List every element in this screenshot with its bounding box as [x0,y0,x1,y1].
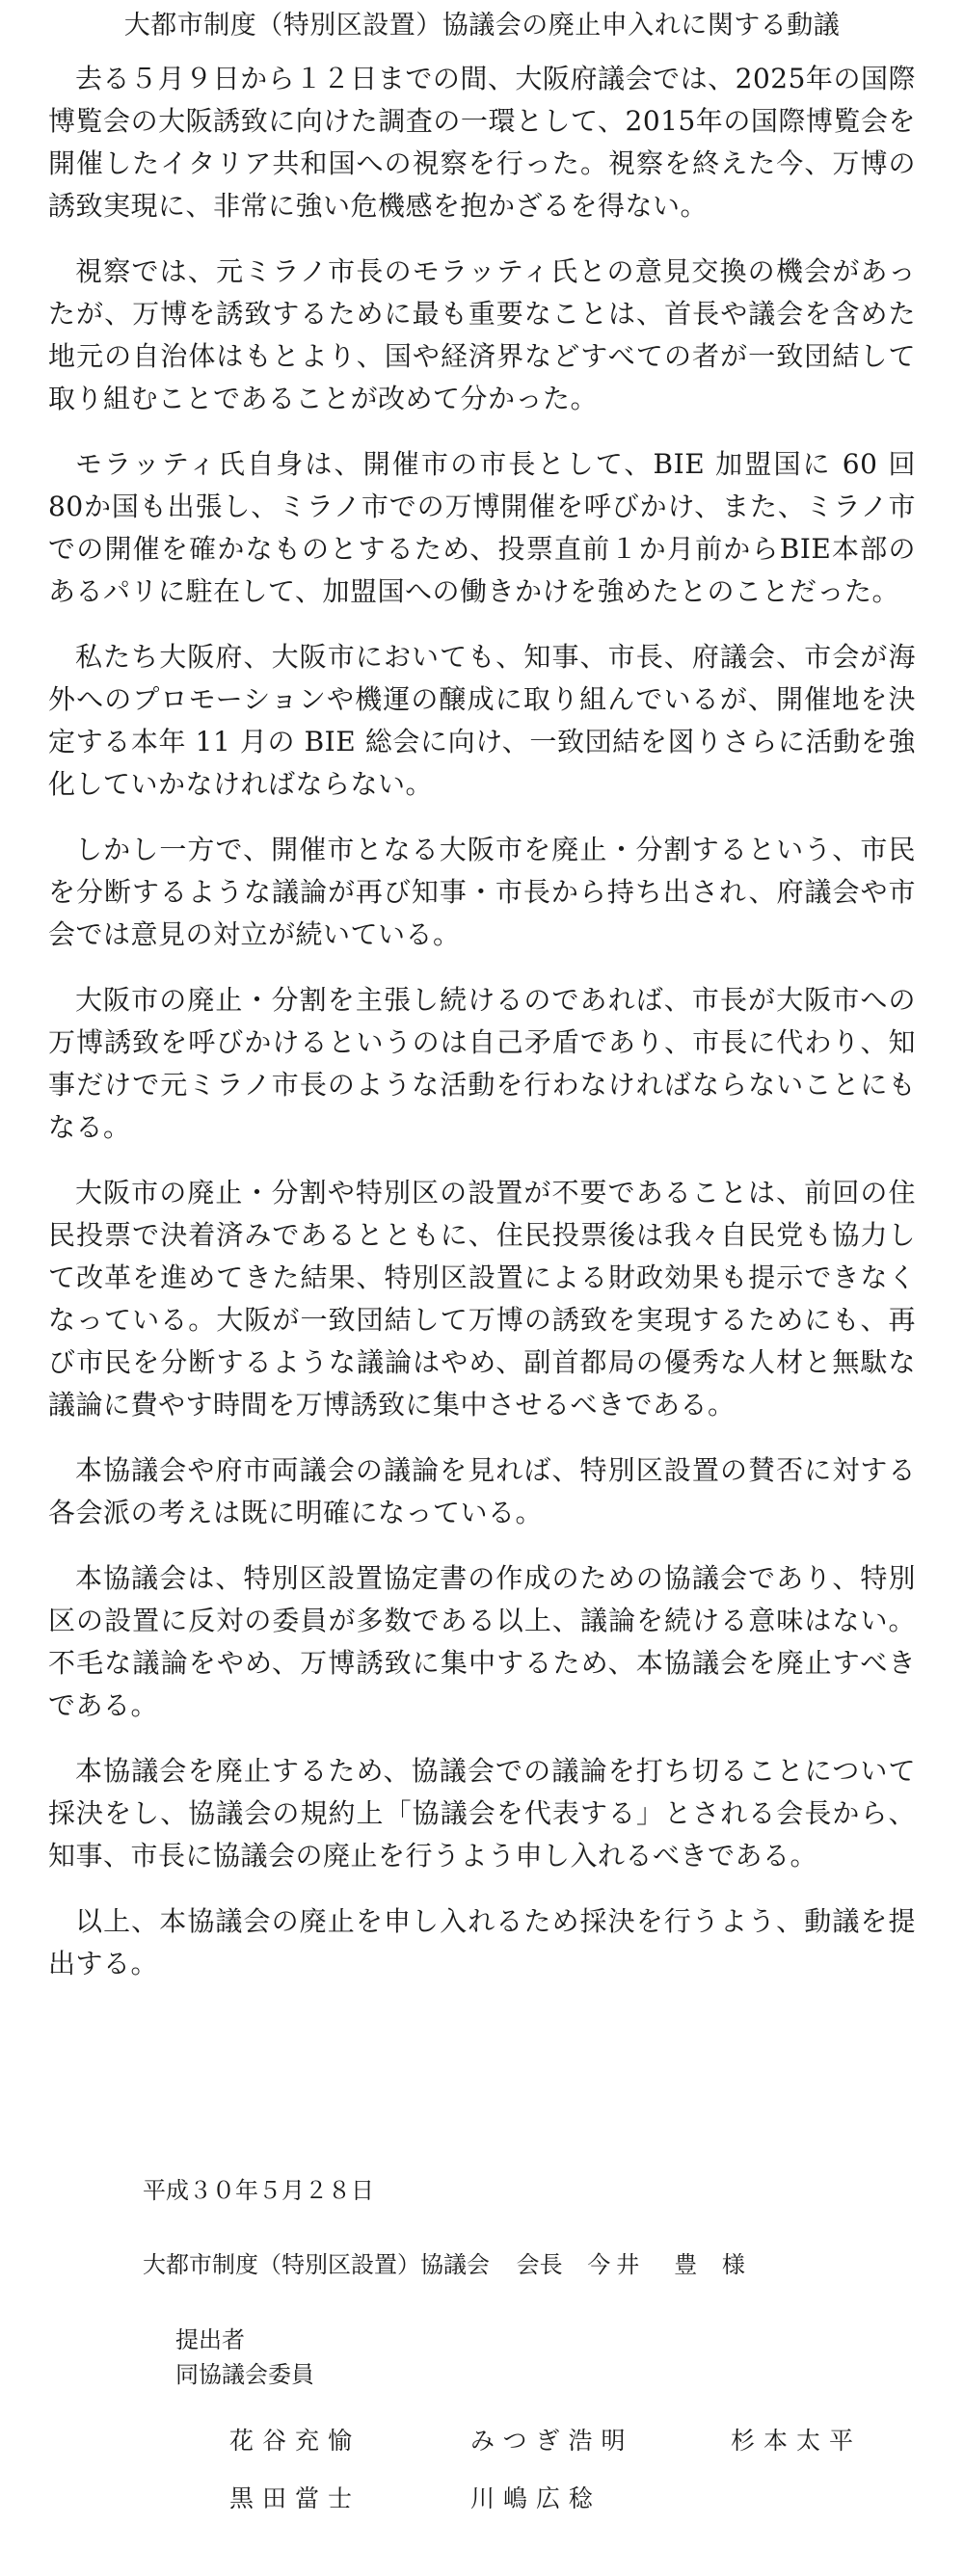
addressee-name: 今井 豊 [587,2251,704,2278]
addressee-organization: 大都市制度（特別区設置）協議会 [143,2251,490,2278]
member-row [229,2484,924,2542]
addressee-line [143,2250,745,2279]
paragraph-4: 私たち大阪府、大阪市においても、知事、市長、府議会、市会が海外へのプロモーションや機運の醸成に取り組んでいるが、開催地を決定する本年 11 月の BIE 総会に向け、一致団結を図りさらに活動を強化していかなければならない。 [48,641,916,800]
document-body [48,58,916,2008]
member-name: 川嶋広稔 [470,2484,602,2512]
paragraph-1: 去る５月９日から１２日までの間、大阪府議会では、2025年の国際博覧会の大阪誘致に向けた調査の一環として、2015年の国際博覧会を開催したイタリア共和国への視察を行った。視察を終えた今、万博の誘致実現に、非常に強い危機感を抱かざるを得ない。 [48,63,916,222]
member-name: 黒田當士 [229,2484,362,2512]
paragraph-7: 大阪市の廃止・分割や特別区の設置が不要であることは、前回の住民投票で決着済みであるとともに、住民投票後は我々自民党も協力して改革を進めてきた結果、特別区設置による財政効果も提示できなくなっている。大阪が一致団結して万博の誘致を実現するためにも、再び市民を分断するような議論はやめ、副首都局の優秀な人材と無駄な議論に費やす時間を万博誘致に集中させるべきである。 [48,1177,916,1421]
paragraph-11: 以上、本協議会の廃止を申し入れるため採決を行うよう、動議を提出する。 [48,1905,916,1979]
document-title: 大都市制度（特別区設置）協議会の廃止申入れに関する動議 [123,11,841,40]
paragraph-3: モラッティ氏自身は、開催市の市長として、BIE 加盟国に 60 回 80か国も出張し、ミラノ市での万博開催を呼びかけ、また、ミラノ市での開催を確かなものとするため、投票直前１か月前からBIE本部のあるパリに駐在して、加盟国への働きかけを強めたとのことだった。 [48,448,916,607]
proposer-label: 提出者 [175,2326,245,2353]
paragraph-9: 本協議会は、特別区設置協定書の作成のための協議会であり、特別区の設置に反対の委員が多数である以上、議論を続ける意味はない。不毛な議論をやめ、万博誘致に集中するため、本協議会を廃止すべきである。 [48,1562,916,1721]
member-name: 花谷充愉 [229,2427,362,2455]
paragraph-2: 視察では、元ミラノ市長のモラッティ氏との意見交換の機会があったが、万博を誘致するために最も重要なことは、首長や議会を含めた地元の自治体はもとより、国や経済界などすべての者が一致団結して取り組むことであることが改めて分かった。 [48,255,916,414]
addressee-role: 会長 [516,2251,563,2278]
paragraph-10: 本協議会を廃止するため、協議会での議論を打ち切ることについて採決をし、協議会の規約上「協議会を代表する」とされる会長から、知事、市長に協議会の廃止を行うよう申し入れるべきである。 [48,1755,916,1872]
proposer-block [175,2323,314,2392]
paragraph-8: 本協議会や府市両議会の議論を見れば、特別区設置の賛否に対する各会派の考えは既に明確になっている。 [48,1454,916,1528]
member-name: みつぎ浩明 [470,2427,634,2455]
committee-label: 同協議会委員 [175,2361,314,2388]
document-date: 平成３０年５月２８日 [143,2177,374,2204]
member-list [229,2427,924,2542]
member-row [229,2427,924,2484]
paragraph-5: しかし一方で、開催市となる大阪市を廃止・分割するという、市民を分断するような議論が再び知事・市長から持ち出され、府議会や市会では意見の対立が続いている。 [48,834,916,950]
addressee-honorific: 様 [721,2251,745,2278]
paragraph-6: 大阪市の廃止・分割を主張し続けるのであれば、市長が大阪市への万博誘致を呼びかけるというのは自己矛盾であり、市長に代わり、知事だけで元ミラノ市長のような活動を行わなければならないことにもなる。 [48,984,916,1143]
member-name: 杉本太平 [731,2427,863,2455]
